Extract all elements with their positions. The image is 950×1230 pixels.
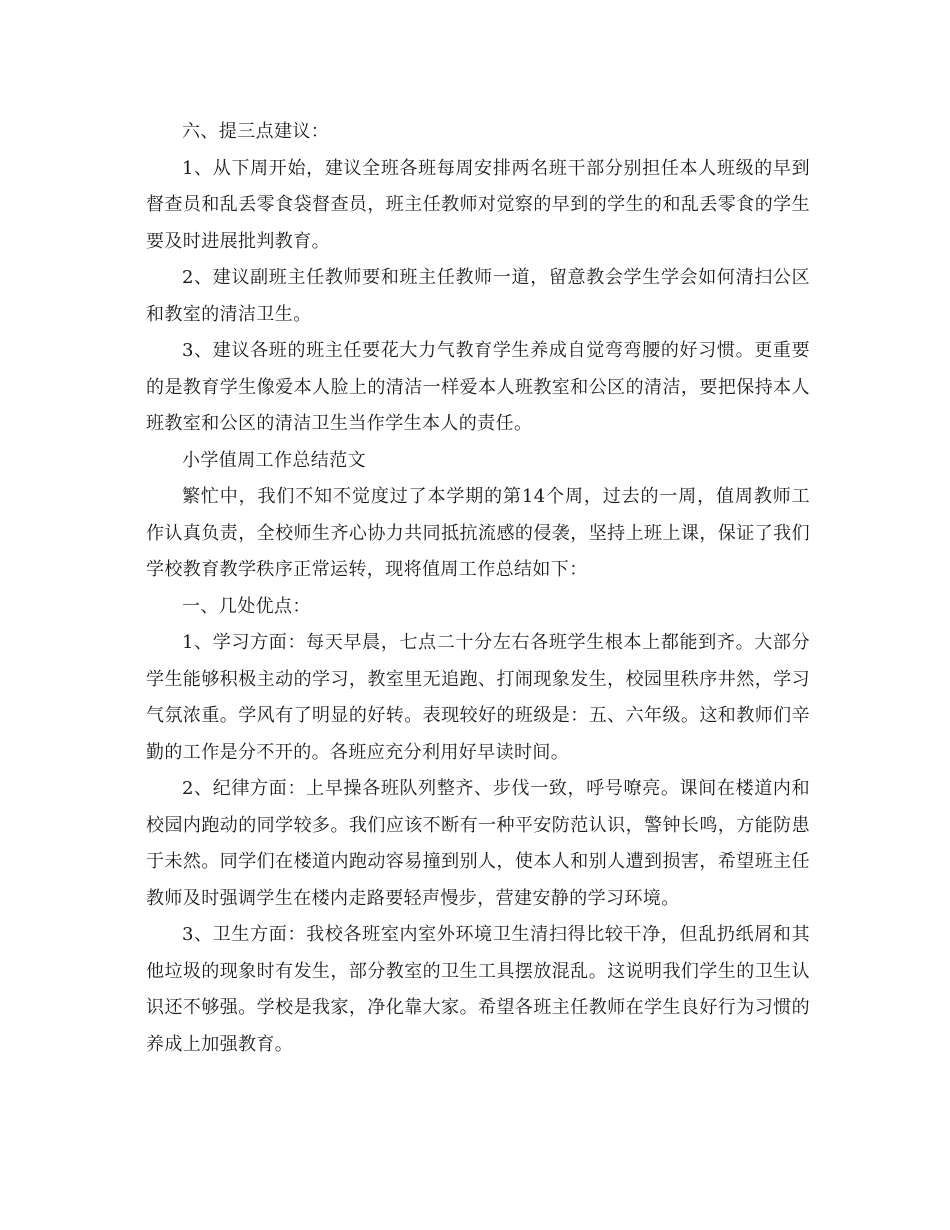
paragraph-intro: 繁忙中，我们不知不觉度过了本学期的第14个周，过去的一周，值周教师工作认真负责，全校师生齐心协力共同抵抗流感的侵袭，坚持上班上课，保证了我们学校教育教学秩序正常运转，现将值周工作总结如下：: [146, 486, 810, 580]
paragraph-suggestion-3: 3、建议各班的班主任要花大力气教育学生养成自觉弯弯腰的好习惯。更重要的是教育学生像爱本人脸上的清洁一样爱本人班教室和公区的清洁，要把保持本人班教室和公区的清洁卫生当作学生本人的责任。: [146, 340, 810, 434]
paragraph-strengths-heading: 一、几处优点：: [182, 595, 311, 617]
paragraph-suggestion-1: 1、从下周开始，建议全班各班每周安排两名班干部分别担任本人班级的早到督查员和乱丢零食袋督查员，班主任教师对觉察的早到的学生的和乱丢零食的学生要及时进展批判教育。: [146, 157, 810, 252]
paragraph-suggestion-2: 2、建议副班主任教师要和班主任教师一道，留意教会学生学会如何清扫公区和教室的清洁卫生。: [146, 267, 810, 325]
document-body: [146, 114, 810, 1063]
section-title: 小学值周工作总结范文: [182, 449, 366, 471]
paragraph-discipline: 2、纪律方面：上早操各班队列整齐、步伐一致，呼号嘹亮。课间在楼道内和校园内跑动的同学较多。我们应该不断有一种平安防范认识，警钟长鸣，方能防患于未然。同学们在楼道内跑动容易撞到别人，使本人和别人遭到损害，希望班主任教师及时强调学生在楼内走路要轻声慢步，营建安静的学习环境。: [146, 778, 810, 909]
paragraph-suggestions-heading: 六、提三点建议：: [182, 121, 330, 142]
paragraph-study: 1、学习方面：每天早晨，七点二十分左右各班学生根本上都能到齐。大部分学生能够积极主动的学习，教室里无追跑、打闹现象发生，校园里秩序井然，学习气氛浓重。学风有了明显的好转。表现较好的班级是：五、六年级。这和教师们辛勤的工作是分不开的。各班应充分利用好早读时间。: [146, 632, 810, 763]
paragraph-hygiene: 3、卫生方面：我校各班室内室外环境卫生清扫得比较干净，但乱扔纸屑和其他垃圾的现象时有发生，部分教室的卫生工具摆放混乱。这说明我们学生的卫生认识还不够强。学校是我家，净化靠大家。希望各班主任教师在学生良好行为习惯的养成上加强教育。: [146, 924, 810, 1055]
